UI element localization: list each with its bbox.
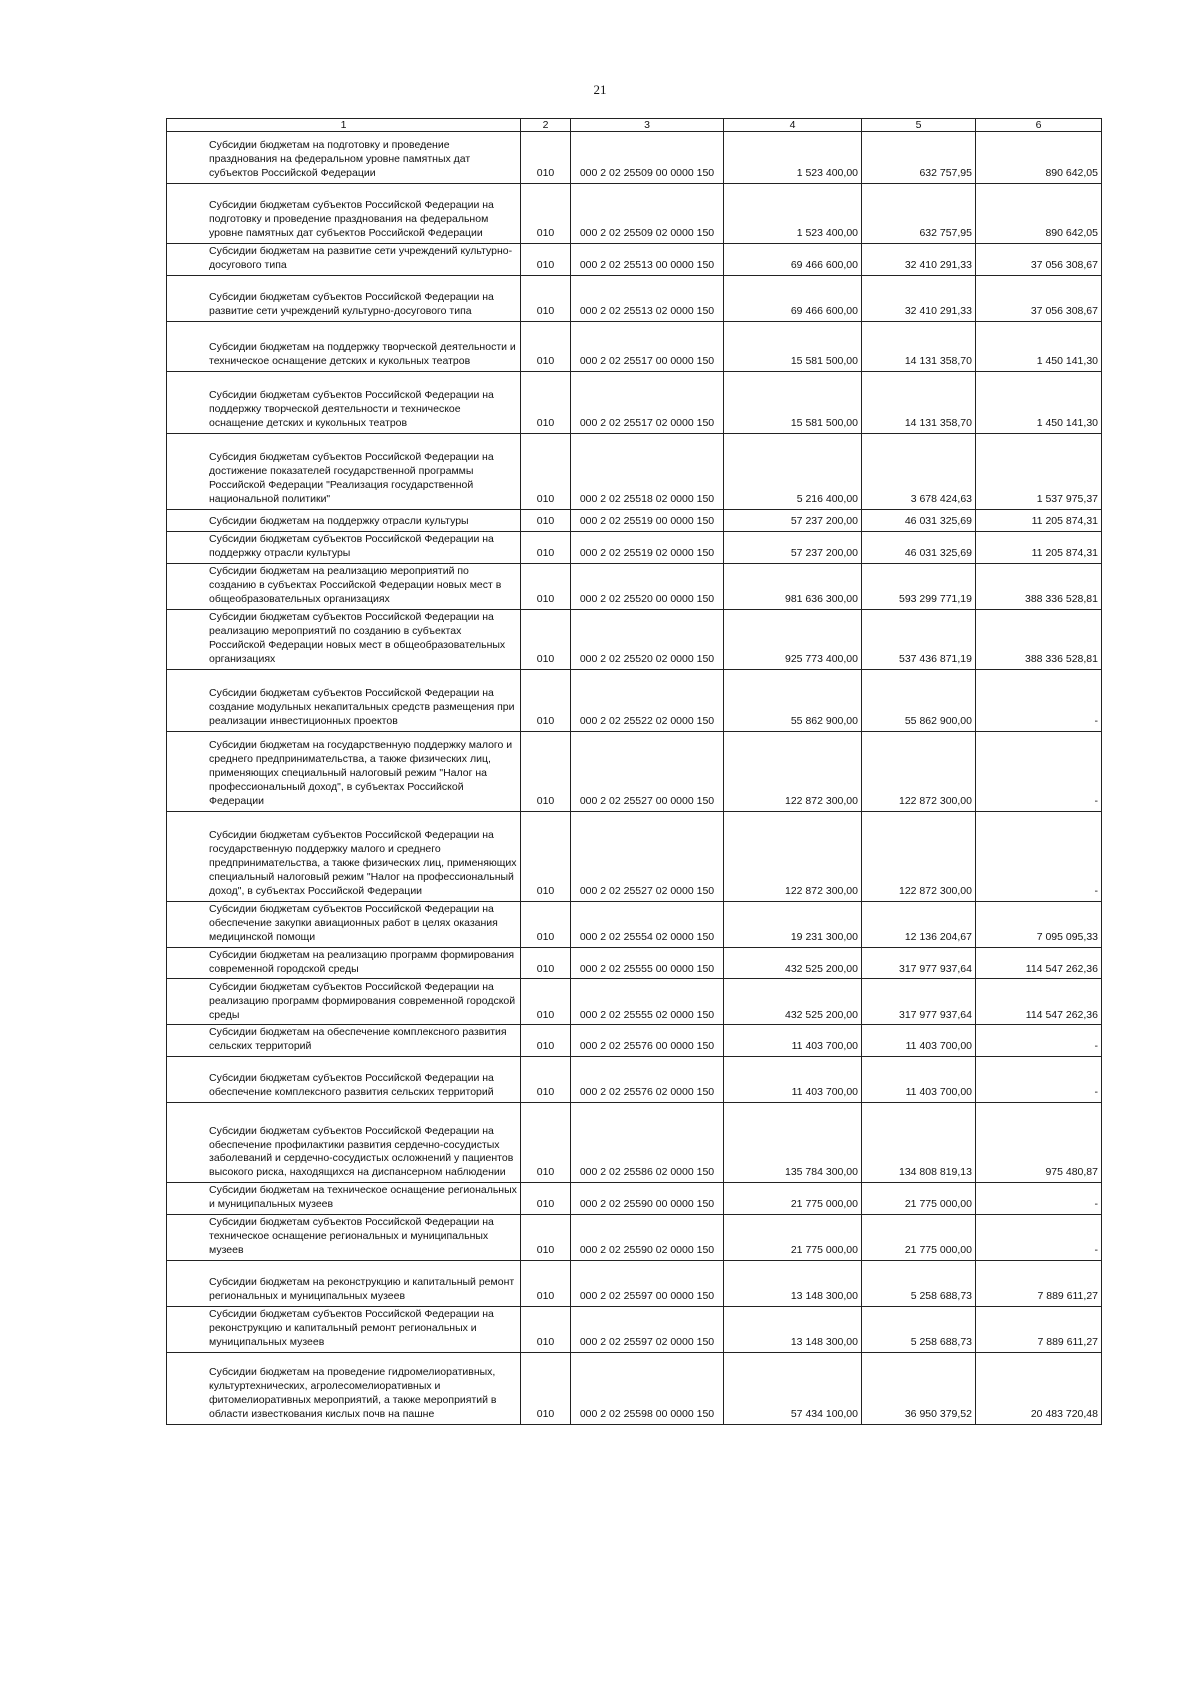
row-description: Субсидии бюджетам субъектов Российской Федерации на развитие сети учреждений культурно-досугового типа [167,275,521,321]
row-value-col6: - [976,731,1102,811]
row-description: Субсидии бюджетам субъектов Российской Федерации на государственную поддержку малого и среднего предпринимательства, а также физических лиц, применяющих специальный налоговый режим "Налог на профессиональный доход", в субъектах Российской Федерации [167,811,521,901]
row-value-col4: 122 872 300,00 [724,811,862,901]
row-code: 010 [521,1103,571,1183]
table-body [167,132,1102,1425]
row-value-col5: 11 403 700,00 [862,1025,976,1057]
table-row [167,132,1102,184]
row-kbk: 000 2 02 25520 00 0000 150 [571,563,724,609]
row-description: Субсидии бюджетам субъектов Российской Федерации на подготовку и проведение празднования на федеральном уровне памятных дат субъектов Российской Федерации [167,184,521,244]
table-row [167,609,1102,669]
header-col-2: 2 [521,119,571,132]
row-value-col4: 13 148 300,00 [724,1306,862,1352]
row-kbk: 000 2 02 25597 00 0000 150 [571,1260,724,1306]
row-value-col6: 1 537 975,37 [976,433,1102,509]
table-row [167,275,1102,321]
row-code: 010 [521,244,571,276]
table-row [167,947,1102,979]
row-kbk: 000 2 02 25509 02 0000 150 [571,184,724,244]
row-value-col6: - [976,1214,1102,1260]
row-value-col4: 1 523 400,00 [724,184,862,244]
budget-execution-table [166,118,1102,1425]
row-value-col4: 432 525 200,00 [724,947,862,979]
table-row [167,811,1102,901]
row-kbk: 000 2 02 25519 02 0000 150 [571,531,724,563]
row-kbk: 000 2 02 25555 00 0000 150 [571,947,724,979]
row-value-col6: 975 480,87 [976,1103,1102,1183]
page-number: 21 [593,82,607,97]
row-code: 010 [521,1260,571,1306]
row-value-col5: 3 678 424,63 [862,433,976,509]
row-value-col5: 14 131 358,70 [862,371,976,433]
row-value-col6: 388 336 528,81 [976,563,1102,609]
row-value-col6: - [976,1025,1102,1057]
row-value-col6: - [976,669,1102,731]
row-description: Субсидии бюджетам на государственную поддержку малого и среднего предпринимательства, а также физических лиц, применяющих специальный налоговый режим "Налог на профессиональный доход", в субъектах Российской Федерации [167,731,521,811]
row-value-col4: 11 403 700,00 [724,1025,862,1057]
row-value-col5: 36 950 379,52 [862,1352,976,1424]
row-value-col4: 15 581 500,00 [724,321,862,371]
row-description: Субсидии бюджетам на проведение гидромелиоративных, культуртехнических, агролесомелиоративных и фитомелиоративных мероприятий, а также мероприятий в области известкования кислых почв на пашне [167,1352,521,1424]
row-kbk: 000 2 02 25554 02 0000 150 [571,901,724,947]
table-row [167,321,1102,371]
row-value-col6: 1 450 141,30 [976,321,1102,371]
row-code: 010 [521,1025,571,1057]
row-code: 010 [521,1214,571,1260]
table-row [167,1214,1102,1260]
row-description: Субсидии бюджетам на реконструкцию и капитальный ремонт региональных и муниципальных музеев [167,1260,521,1306]
row-code: 010 [521,1306,571,1352]
row-value-col6: 890 642,05 [976,132,1102,184]
row-value-col5: 32 410 291,33 [862,275,976,321]
row-code: 010 [521,184,571,244]
row-description: Субсидии бюджетам на поддержку творческой деятельности и техническое оснащение детских и кукольных театров [167,321,521,371]
row-value-col6: 11 205 874,31 [976,509,1102,531]
row-code: 010 [521,1183,571,1215]
row-value-col5: 317 977 937,64 [862,947,976,979]
row-code: 010 [521,669,571,731]
row-code: 010 [521,563,571,609]
row-value-col4: 122 872 300,00 [724,731,862,811]
header-col-6: 6 [976,119,1102,132]
row-value-col5: 21 775 000,00 [862,1183,976,1215]
table-row [167,371,1102,433]
table-row [167,669,1102,731]
row-value-col4: 57 237 200,00 [724,531,862,563]
row-value-col5: 122 872 300,00 [862,731,976,811]
row-kbk: 000 2 02 25522 02 0000 150 [571,669,724,731]
row-value-col5: 122 872 300,00 [862,811,976,901]
row-value-col5: 5 258 688,73 [862,1260,976,1306]
table-row [167,433,1102,509]
row-code: 010 [521,979,571,1025]
table-row [167,1260,1102,1306]
table-row [167,1183,1102,1215]
row-value-col4: 432 525 200,00 [724,979,862,1025]
row-value-col4: 57 237 200,00 [724,509,862,531]
row-value-col4: 15 581 500,00 [724,371,862,433]
row-value-col5: 632 757,95 [862,184,976,244]
row-value-col4: 21 775 000,00 [724,1214,862,1260]
row-value-col6: 11 205 874,31 [976,531,1102,563]
row-kbk: 000 2 02 25513 02 0000 150 [571,275,724,321]
table-row [167,563,1102,609]
row-value-col6: 890 642,05 [976,184,1102,244]
row-description: Субсидии бюджетам субъектов Российской Федерации на поддержку творческой деятельности и техническое оснащение детских и кукольных театров [167,371,521,433]
row-description: Субсидии бюджетам на развитие сети учреждений культурно-досугового типа [167,244,521,276]
row-kbk: 000 2 02 25527 02 0000 150 [571,811,724,901]
row-code: 010 [521,321,571,371]
row-value-col5: 21 775 000,00 [862,1214,976,1260]
row-value-col4: 19 231 300,00 [724,901,862,947]
header-col-1: 1 [167,119,521,132]
row-kbk: 000 2 02 25518 02 0000 150 [571,433,724,509]
row-code: 010 [521,901,571,947]
row-value-col4: 13 148 300,00 [724,1260,862,1306]
row-kbk: 000 2 02 25576 02 0000 150 [571,1057,724,1103]
row-description: Субсидии бюджетам на поддержку отрасли культуры [167,509,521,531]
table-row [167,1025,1102,1057]
row-value-col5: 632 757,95 [862,132,976,184]
row-kbk: 000 2 02 25598 00 0000 150 [571,1352,724,1424]
row-code: 010 [521,433,571,509]
row-value-col6: 1 450 141,30 [976,371,1102,433]
row-kbk: 000 2 02 25520 02 0000 150 [571,609,724,669]
row-kbk: 000 2 02 25527 00 0000 150 [571,731,724,811]
table-row [167,979,1102,1025]
row-code: 010 [521,1352,571,1424]
row-description: Субсидии бюджетам субъектов Российской Федерации на обеспечение закупки авиационных работ в целях оказания медицинской помощи [167,901,521,947]
row-description: Субсидии бюджетам на техническое оснащение региональных и муниципальных музеев [167,1183,521,1215]
row-description: Субсидии бюджетам субъектов Российской Федерации на реализацию мероприятий по созданию в субъектах Российской Федерации новых мест в общеобразовательных организациях [167,609,521,669]
row-kbk: 000 2 02 25590 00 0000 150 [571,1183,724,1215]
row-kbk: 000 2 02 25513 00 0000 150 [571,244,724,276]
row-value-col4: 925 773 400,00 [724,609,862,669]
row-description: Субсидии бюджетам субъектов Российской Федерации на поддержку отрасли культуры [167,531,521,563]
row-value-col6: 114 547 262,36 [976,947,1102,979]
row-value-col5: 14 131 358,70 [862,321,976,371]
row-kbk: 000 2 02 25576 00 0000 150 [571,1025,724,1057]
table-row [167,244,1102,276]
row-value-col6: - [976,811,1102,901]
row-value-col6: 7 095 095,33 [976,901,1102,947]
row-description: Субсидии бюджетам субъектов Российской Федерации на обеспечение профилактики развития сердечно-сосудистых заболеваний и сердечно-сосудистых осложнений у пациентов высокого риска, находящихся на диспансерном наблюдении [167,1103,521,1183]
row-code: 010 [521,609,571,669]
row-value-col5: 55 862 900,00 [862,669,976,731]
row-value-col5: 32 410 291,33 [862,244,976,276]
table-row [167,509,1102,531]
row-description: Субсидии бюджетам субъектов Российской Федерации на обеспечение комплексного развития сельских территорий [167,1057,521,1103]
row-kbk: 000 2 02 25519 00 0000 150 [571,509,724,531]
row-code: 010 [521,731,571,811]
row-code: 010 [521,531,571,563]
table-row [167,901,1102,947]
row-code: 010 [521,947,571,979]
row-value-col6: 20 483 720,48 [976,1352,1102,1424]
row-code: 010 [521,1057,571,1103]
row-value-col5: 46 031 325,69 [862,531,976,563]
row-kbk: 000 2 02 25590 02 0000 150 [571,1214,724,1260]
row-value-col6: 388 336 528,81 [976,609,1102,669]
row-value-col6: 37 056 308,67 [976,244,1102,276]
table-row [167,184,1102,244]
row-value-col6: - [976,1183,1102,1215]
row-value-col6: 37 056 308,67 [976,275,1102,321]
row-value-col4: 981 636 300,00 [724,563,862,609]
row-value-col5: 12 136 204,67 [862,901,976,947]
column-number-header-row [167,119,1102,132]
row-value-col5: 5 258 688,73 [862,1306,976,1352]
row-value-col4: 69 466 600,00 [724,244,862,276]
row-description: Субсидии бюджетам на реализацию мероприятий по созданию в субъектах Российской Федерации новых мест в общеобразовательных организациях [167,563,521,609]
row-kbk: 000 2 02 25586 02 0000 150 [571,1103,724,1183]
row-value-col5: 11 403 700,00 [862,1057,976,1103]
row-value-col4: 1 523 400,00 [724,132,862,184]
row-value-col6: 114 547 262,36 [976,979,1102,1025]
table-row [167,1306,1102,1352]
row-value-col6: 7 889 611,27 [976,1260,1102,1306]
row-value-col5: 46 031 325,69 [862,509,976,531]
row-value-col4: 135 784 300,00 [724,1103,862,1183]
row-value-col4: 21 775 000,00 [724,1183,862,1215]
row-value-col6: - [976,1057,1102,1103]
header-col-5: 5 [862,119,976,132]
row-kbk: 000 2 02 25517 00 0000 150 [571,321,724,371]
row-description: Субсидии бюджетам на обеспечение комплексного развития сельских территорий [167,1025,521,1057]
row-kbk: 000 2 02 25597 02 0000 150 [571,1306,724,1352]
row-description: Субсидии бюджетам субъектов Российской Федерации на реализацию программ формирования современной городской среды [167,979,521,1025]
table-row [167,1352,1102,1424]
row-code: 010 [521,811,571,901]
row-value-col5: 593 299 771,19 [862,563,976,609]
table-row [167,731,1102,811]
header-col-4: 4 [724,119,862,132]
row-description: Субсидии бюджетам на реализацию программ формирования современной городской среды [167,947,521,979]
row-value-col5: 317 977 937,64 [862,979,976,1025]
table-row [167,531,1102,563]
table-row [167,1057,1102,1103]
row-value-col4: 69 466 600,00 [724,275,862,321]
row-value-col5: 134 808 819,13 [862,1103,976,1183]
row-description: Субсидия бюджетам субъектов Российской Федерации на достижение показателей государственной программы Российской Федерации "Реализация государственной национальной политики" [167,433,521,509]
row-code: 010 [521,132,571,184]
row-code: 010 [521,275,571,321]
row-description: Субсидии бюджетам субъектов Российской Федерации на реконструкцию и капитальный ремонт региональных и муниципальных музеев [167,1306,521,1352]
row-description: Субсидии бюджетам субъектов Российской Федерации на техническое оснащение региональных и муниципальных музеев [167,1214,521,1260]
row-value-col4: 11 403 700,00 [724,1057,862,1103]
header-col-3: 3 [571,119,724,132]
row-description: Субсидии бюджетам субъектов Российской Федерации на создание модульных некапитальных средств размещения при реализации инвестиционных проектов [167,669,521,731]
table-row [167,1103,1102,1183]
row-kbk: 000 2 02 25517 02 0000 150 [571,371,724,433]
row-kbk: 000 2 02 25555 02 0000 150 [571,979,724,1025]
row-value-col4: 57 434 100,00 [724,1352,862,1424]
row-value-col5: 537 436 871,19 [862,609,976,669]
row-value-col4: 55 862 900,00 [724,669,862,731]
row-code: 010 [521,509,571,531]
row-description: Субсидии бюджетам на подготовку и проведение празднования на федеральном уровне памятных дат субъектов Российской Федерации [167,132,521,184]
row-value-col6: 7 889 611,27 [976,1306,1102,1352]
row-kbk: 000 2 02 25509 00 0000 150 [571,132,724,184]
row-code: 010 [521,371,571,433]
row-value-col4: 5 216 400,00 [724,433,862,509]
